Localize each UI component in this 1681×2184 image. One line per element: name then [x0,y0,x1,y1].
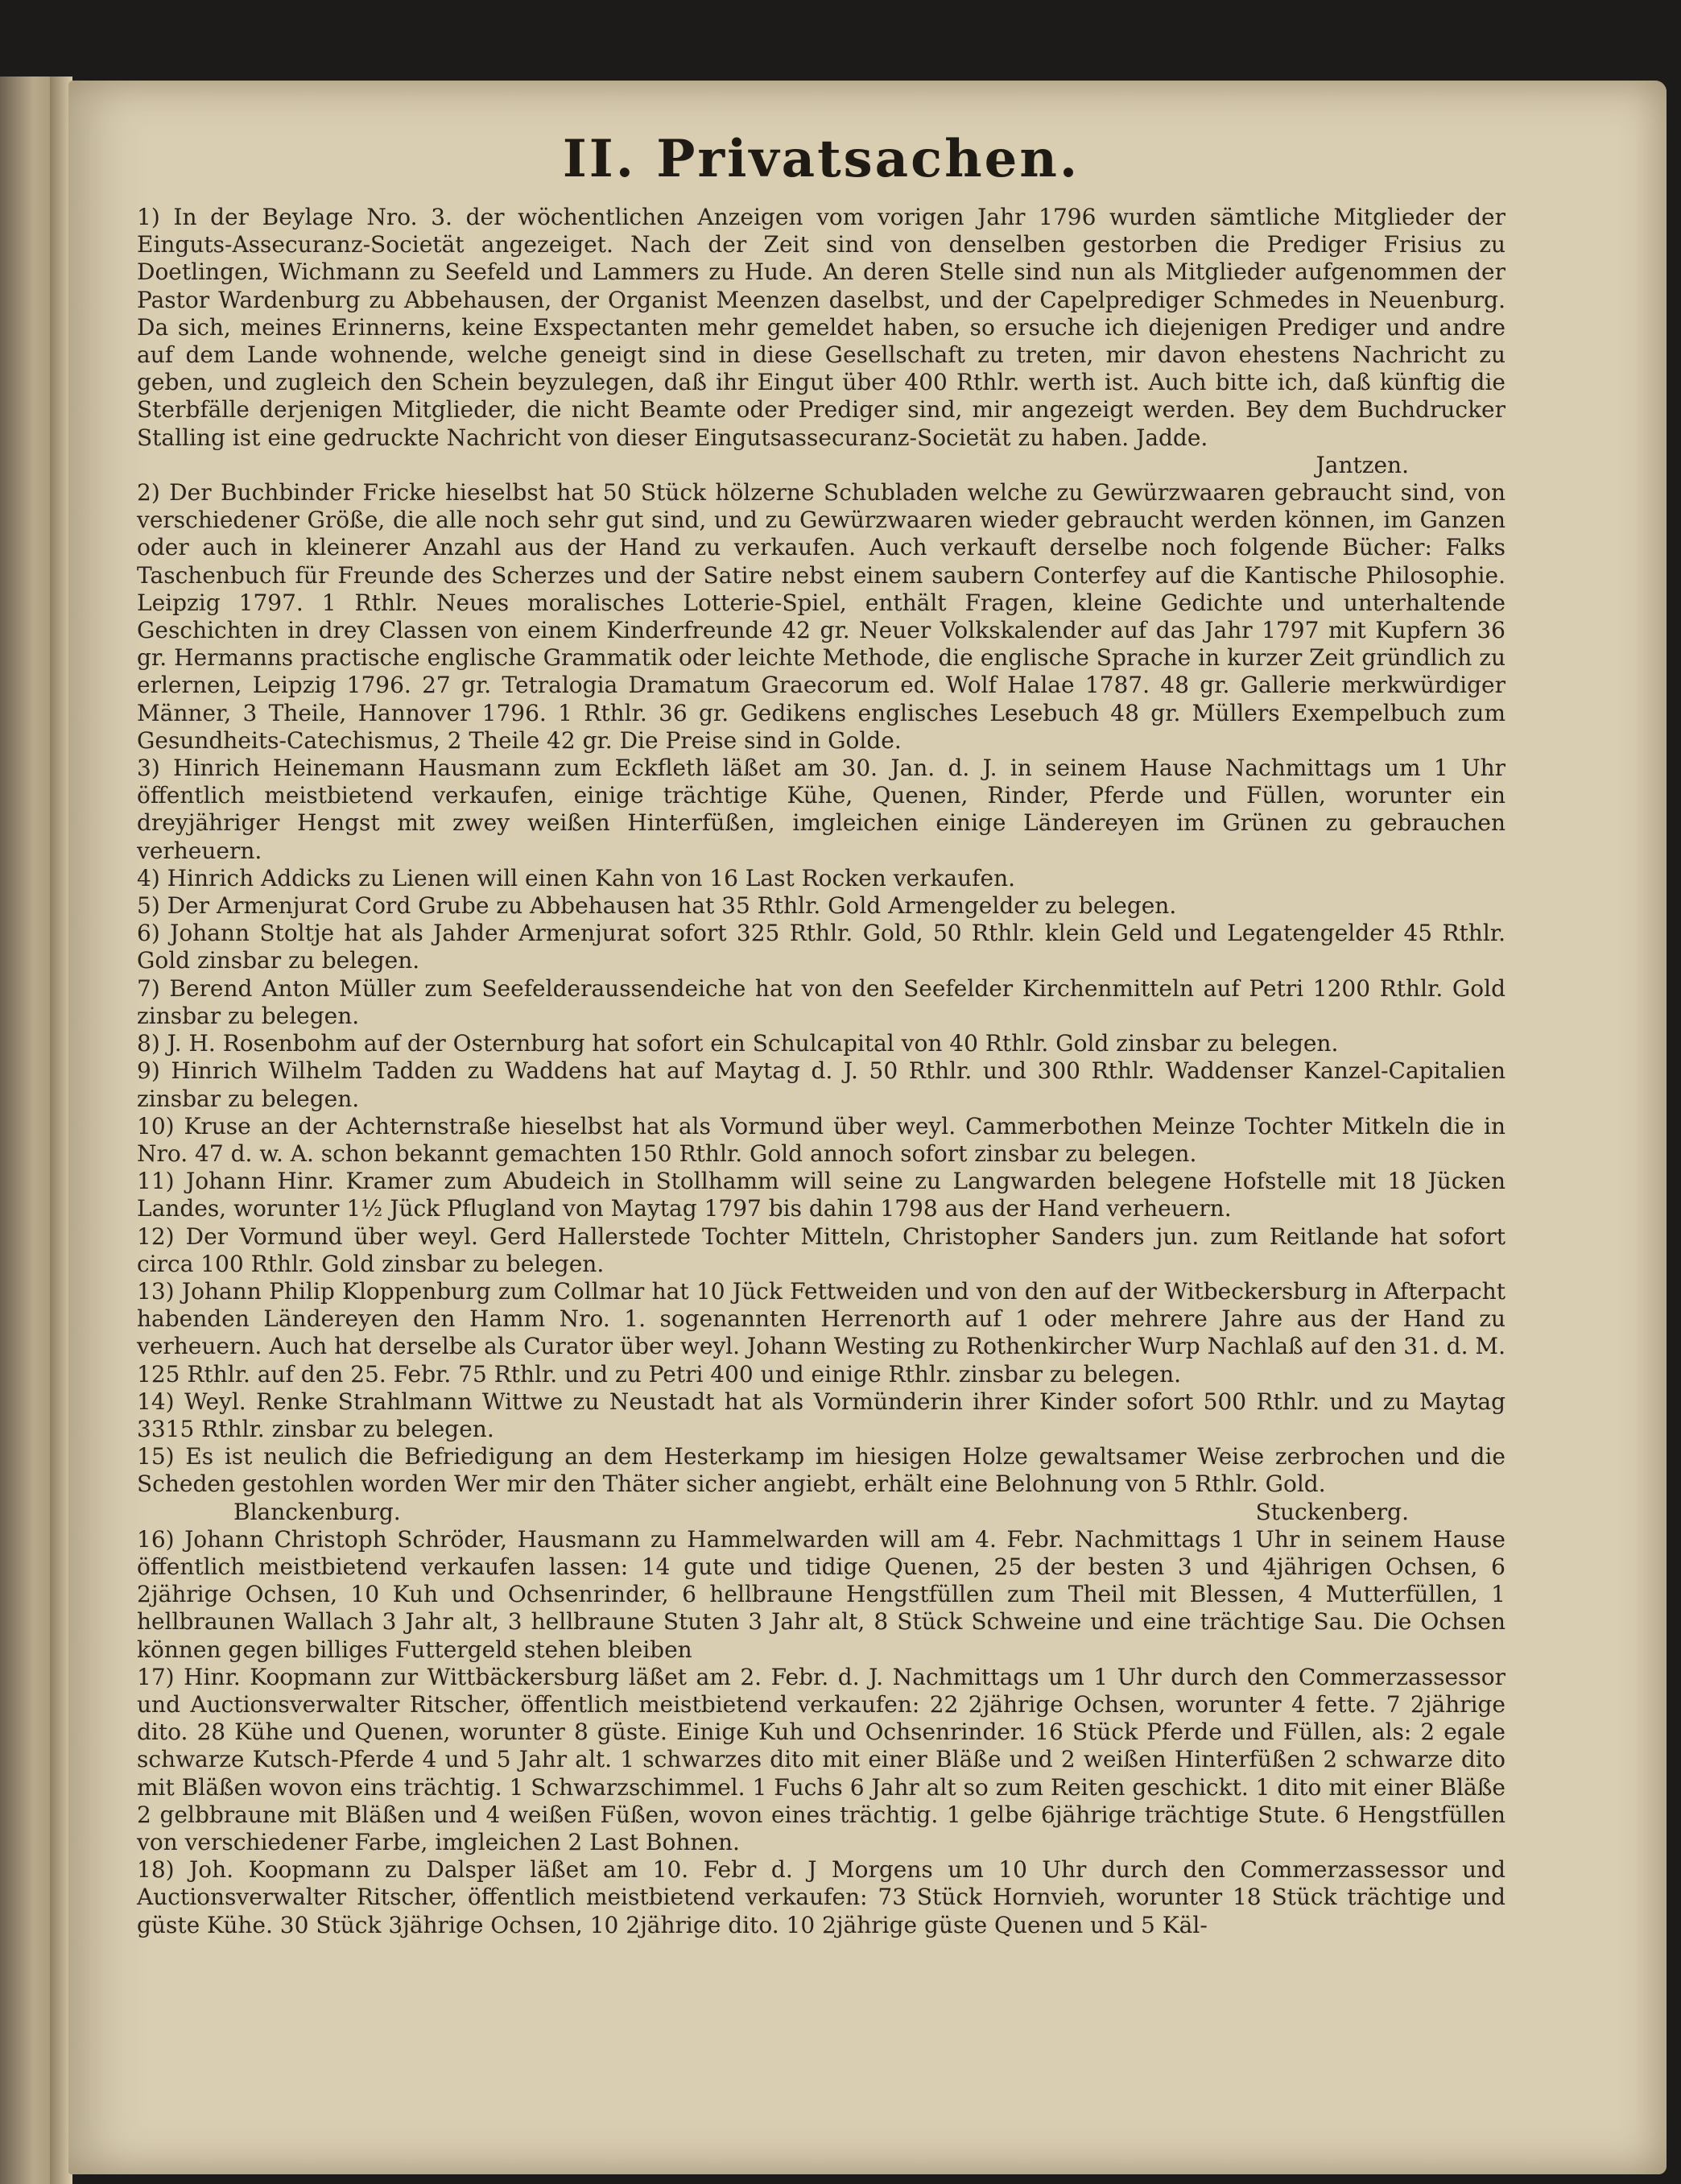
page-content [137,129,1505,1939]
signature-stuckenberg: Stuckenberg. [1255,1498,1409,1525]
entry-10: 10) Kruse an der Achternstraße hieselbst hat als Vormund über weyl. Cammerbothen Meinze Tochter Mitkeln die in Nro. 47 d. w. A. schon bekannt gemachten 150 Rthlr. Gold annoch sofort zinsbar zu belegen. [137,1112,1505,1167]
entry-5: 5) Der Armenjurat Cord Grube zu Abbehausen hat 35 Rthlr. Gold Armengelder zu belegen. [137,892,1177,920]
section-heading: II. Privatsachen. [562,129,1080,189]
signature-text: Jantzen. [1315,451,1409,478]
left-page-edge [0,77,56,2184]
entry-7: 7) Berend Anton Müller zum Seefelderaussendeiche hat von den Seefelder Kirchenmitteln auf Petri 1200 Rthlr. Gold zinsbar zu belegen. [137,974,1505,1029]
entry-3: 3) Hinrich Heinemann Hausmann zum Eckfleth läßet am 30. Jan. d. J. in seinem Hause Nachmittags um 1 Uhr öffentlich meistbietend verkaufen, einige trächtige Kühe, Quenen, Rinder, Pferde und Füllen, worunter ein dreyjähriger Hengst mit zwey weißen Hinterfüßen, imgleichen einige Ländereyen im Grünen zu gebrauchen verheuern. [137,755,1505,864]
entry-9: 9) Hinrich Wilhelm Tadden zu Waddens hat auf Maytag d. J. 50 Rthlr. und 300 Rthlr. Waddenser Kanzel-Capitalien zinsbar zu belegen. [137,1057,1505,1112]
entry-8: 8) J. H. Rosenbohm auf der Osternburg hat sofort ein Schulcapital von 40 Rthlr. Gold zinsbar zu belegen. [137,1030,1339,1057]
entry-17: 17) Hinr. Koopmann zur Wittbäckersburg läßet am 2. Febr. d. J. Nachmittags um 1 Uhr durch den Commerzassessor und Auctionsverwalter Ritscher, öffentlich meistbietend verkaufen: 22 2jährige Ochsen, worunter 4 fette. 7 2jährige dito. 28 Kühe und Quenen, worunter 8 güste. Einige Kuh und Ochsenrinder. 16 Stück Pferde und Füllen, als: 2 egale schwarze Kutsch-Pferde 4 und 5 Jahr alt. 1 schwarzes dito mit einer Bläße und 2 weißen Hinterfüßen 2 schwarze dito mit Bläßen wovon eins trächtig. 1 Schwarzschimmel. 1 Fuchs 6 Jahr alt so zum Reiten geschickt. 1 dito mit einer Bläße 2 gelbbraune mit Bläßen und 4 weißen Füßen, wovon eines trächtig. 1 gelbe 6jährige trächtige Stute. 6 Hengstfüllen von verschiedener Farbe, imgleichen 2 Last Bohnen. [137,1663,1505,1855]
entry-13: 13) Johann Philip Kloppenburg zum Collmar hat 10 Jück Fettweiden und von den auf der Witbeckersburg in Afterpacht habenden Ländereyen den Hamm Nro. 1. sogenannten Herrenorth auf 1 oder mehrere Jahre aus der Hand zu verheuern. Auch hat derselbe als Curator über weyl. Johann Westing zu Rothenkircher Wurp Nachlaß auf den 31. d. M. 125 Rthlr. auf den 25. Febr. 75 Rthlr. und zu Petri 400 und einige Rthlr. zinsbar zu belegen. [137,1277,1505,1388]
entry-15: 15) Es ist neulich die Befriedigung an dem Hesterkamp im hiesigen Holze gewaltsamer Weise zerbrochen und die Scheden gestohlen worden Wer mir den Thäter sicher angiebt, erhält eine Belohnung von 5 Rthlr. Gold. [137,1443,1505,1498]
entry-18: 18) Joh. Koopmann zu Dalsper läßet am 10. Febr d. J Morgens um 10 Uhr durch den Commerzassessor und Auctionsverwalter Ritscher, öffentlich meistbietend verkaufen: 73 Stück Hornvieh, worunter 18 Stück trächtige und güste Kühe. 30 Stück 3jährige Ochsen, 10 2jährige dito. 10 2jährige güste Quenen und 5 Käl- [137,1856,1505,1938]
entry-12: 12) Der Vormund über weyl. Gerd Hallerstede Tochter Mitteln, Christopher Sanders jun. zum Reitlande hat sofort circa 100 Rthlr. Gold zinsbar zu belegen. [137,1222,1505,1277]
signatures-15 [137,1499,1505,1526]
entry-11: 11) Johann Hinr. Kramer zum Abudeich in Stollhamm will seine zu Langwarden belegene Hofstelle mit 18 Jücken Landes, worunter 1½ Jück Pflugland von Maytag 1797 bis dahin 1798 aus der Hand verheuern. [137,1168,1505,1222]
entry-4: 4) Hinrich Addicks zu Lienen will einen Kahn von 16 Last Rocken verkaufen. [137,864,1016,891]
entry-1: 1) In der Beylage Nro. 3. der wöchentlichen Anzeigen vom vorigen Jahr 1796 wurden sämtliche Mitglieder der Einguts-Assecuranz-Societät angezeiget. Nach der Zeit sind von denselben gestorben die Prediger Frisius zu Doetlingen, Wichmann zu Seefeld und Lammers zu Hude. An deren Stelle sind nun als Mitglieder aufgenommen der Pastor Wardenburg zu Abbehausen, der Organist Meenzen daselbst, und der Capelprediger Schmedes in Neuenburg. Da sich, meines Erinnerns, keine Exspectanten mehr gemeldet haben, so ersuche ich diejenigen Prediger und andre auf dem Lande wohnende, welche geneigt sind in diese Gesellschaft zu treten, mir davon ehestens Nachricht zu geben, und zugleich den Schein beyzulegen, daß ihr Eingut über 400 Rthlr. werth ist. Auch bitte ich, daß künftig die Sterbfälle derjenigen Mitglieder, die nicht Beamte oder Prediger sind, mir angezeigt werden. Bey dem Buchdrucker Stalling ist eine gedruckte Nachricht von dieser Eingutsassecuranz-Societät zu haben. Jadde. [137,204,1505,451]
entry-16: 16) Johann Christoph Schröder, Hausmann zu Hammelwarden will am 4. Febr. Nachmittags 1 Uhr in seinem Hause öffentlich meistbietend verkaufen lassen: 14 gute und tidige Quenen, 25 der besten 3 und 4jährigen Ochsen, 6 2jährige Ochsen, 10 Kuh und Ochsenrinder, 6 hellbraune Hengstfüllen zum Theil mit Blessen, 4 Mutterfüllen, 1 hellbraunen Wallach 3 Jahr alt, 3 hellbraune Stuten 3 Jahr alt, 8 Stück Schweine und eine trächtige Sau. Die Ochsen können gegen billiges Futtergeld stehen bleiben [137,1525,1505,1663]
signature-jantzen [137,452,1505,479]
entry-14: 14) Weyl. Renke Strahlmann Wittwe zu Neustadt hat als Vormünderin ihrer Kinder sofort 500 Rthlr. und zu Maytag 3315 Rthlr. zinsbar zu belegen. [137,1388,1505,1442]
signature-blanckenburg: Blanckenburg. [233,1498,401,1525]
entry-2: 2) Der Buchbinder Fricke hieselbst hat 50 Stück hölzerne Schubladen welche zu Gewürzwaaren gebraucht sind, von verschiedener Größe, die alle noch sehr gut sind, und zu Gewürzwaaren wieder gebraucht werden können, im Ganzen oder auch in kleinerer Anzahl aus der Hand zu verkaufen. Auch verkauft derselbe noch folgende Bücher: Falks Taschenbuch für Freunde des Scherzes und der Satire nebst einem saubern Conterfey auf die Kantische Philosophie. Leipzig 1797. 1 Rthlr. Neues moralisches Lotterie-Spiel, enthält Fragen, kleine Gedichte und unterhaltende Geschichten in drey Classen von einem Kinderfreunde 42 gr. Neuer Volkskalender auf das Jahr 1797 mit Kupfern 36 gr. Hermanns practische englische Grammatik oder leichte Methode, die englische Sprache in kurzer Zeit gründlich zu erlernen, Leipzig 1796. 27 gr. Tetralogia Dramatum Graecorum ed. Wolf Halae 1787. 48 gr. Gallerie merkwürdiger Männer, 3 Theile, Hannover 1796. 1 Rthlr. 36 gr. Gedikens englisches Lesebuch 48 gr. Müllers Exempelbuch zum Gesundheits-Catechismus, 2 Theile 42 gr. Die Preise sind in Golde. [137,479,1505,754]
entry-6: 6) Johann Stoltje hat als Jahder Armenjurat sofort 325 Rthlr. Gold, 50 Rthlr. klein Geld und Legatengelder 45 Rthlr. Gold zinsbar zu belegen. [137,920,1505,974]
